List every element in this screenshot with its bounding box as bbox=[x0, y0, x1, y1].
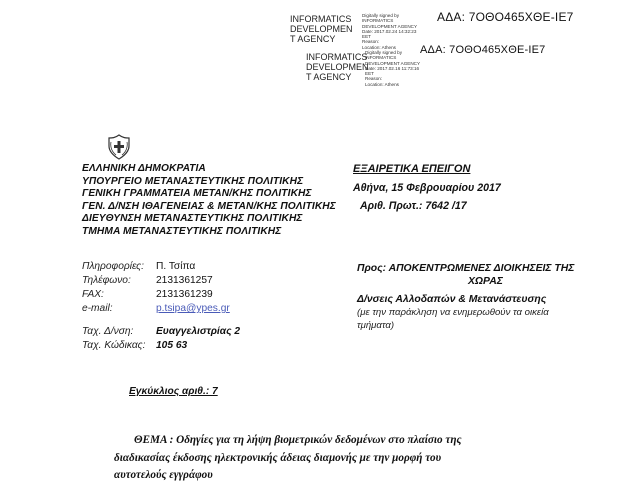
protocol-number: Αριθ. Πρωτ.: 7642 /17 bbox=[360, 200, 467, 212]
contact-value: 2131361239 bbox=[156, 289, 213, 300]
header-line: ΔΙΕΥΘΥΝΣΗ ΜΕΤΑΝΑΣΤΕΥΤΙΚΗΣ ΠΟΛΙΤΙΚΗΣ bbox=[82, 213, 303, 225]
signature-2-meta-line: Digitally signed by bbox=[365, 50, 403, 55]
signature-2-meta-line: Date: 2017.02.16 11:73:16 bbox=[365, 65, 420, 71]
header-line: ΕΛΛΗΝΙΚΗ ΔΗΜΟΚΡΑΤΙΑ bbox=[82, 163, 206, 174]
subject-line: διαδικασίας έκδοσης ηλεκτρονικής άδειας διαμονής με την μορφή του bbox=[114, 451, 442, 464]
signature-1-meta-line: Location: Athens bbox=[362, 44, 396, 50]
contact-label: Πληροφορίες: bbox=[82, 261, 144, 272]
signature-1-meta-line: Digitally signed by bbox=[362, 13, 400, 18]
urgency-label: ΕΞΑΙΡΕΤΙΚΑ ΕΠΕΙΓΟΝ bbox=[353, 163, 471, 175]
address-value: Ευαγγελιστρίας 2 bbox=[156, 326, 240, 337]
signature-2-org-line: DEVELOPMEN bbox=[306, 62, 369, 72]
subject-paragraph bbox=[114, 432, 462, 485]
signature-2-org-line: T AGENCY bbox=[306, 72, 352, 82]
recipient-department: Δ/νσεις Αλλοδαπών & Μετανάστευσης bbox=[357, 294, 547, 305]
header-line: ΤΜΗΜΑ ΜΕΤΑΝΑΣΤΕΥΤΙΚΗΣ ΠΟΛΙΤΙΚΗΣ bbox=[82, 225, 282, 237]
signature-1-org-line: DEVELOPMEN bbox=[290, 24, 353, 34]
address-value: 105 63 bbox=[156, 340, 188, 351]
signature-1-meta-line: DEVELOPMENT AGENCY bbox=[362, 23, 418, 29]
contact-label: FAX: bbox=[82, 289, 104, 300]
header-line: ΥΠΟΥΡΓΕΙΟ ΜΕΤΑΝΑΣΤΕΥΤΙΚΗΣ ΠΟΛΙΤΙΚΗΣ bbox=[82, 175, 304, 187]
signature-1-org-line: INFORMATICS bbox=[290, 14, 352, 24]
issuing-authority-header bbox=[82, 163, 336, 239]
ada-code-1: ΑΔΑ: 7ΟΘΟ465ΧΘΕ-ΙΕ7 bbox=[437, 10, 574, 24]
signature-1-org-line: T AGENCY bbox=[290, 34, 336, 44]
greek-coat-of-arms-icon bbox=[106, 134, 132, 160]
contact-value: 2131361257 bbox=[156, 275, 213, 286]
recipient-note-line: (με την παράκληση να ενημερωθούν τα οικεία bbox=[357, 307, 549, 318]
signature-1-meta-line: Reason: bbox=[362, 39, 380, 45]
signature-2-org-line: INFORMATICS bbox=[306, 52, 368, 62]
recipient-note-line: τμήματα) bbox=[357, 320, 395, 331]
header-line: ΓΕΝ. Δ/ΝΣΗ ΙΘΑΓΕΝΕΙΑΣ & ΜΕΤΑΝ/ΚΗΣ ΠΟΛΙΤΙΚΗΣ bbox=[82, 200, 336, 212]
recipient-line: Προς: ΑΠΟΚΕΝΤΡΩΜΕΝΕΣ ΔΙΟΙΚΗΣΕΙΣ ΤΗΣ bbox=[357, 263, 575, 274]
signature-2-meta-line: Location: Athens bbox=[365, 81, 399, 87]
document-date: Αθήνα, 15 Φεβρουαρίου 2017 bbox=[353, 182, 501, 194]
ada-code-2: ΑΔΑ: 7ΟΘΟ465ΧΘΕ-ΙΕ7 bbox=[420, 44, 546, 56]
recipient-note bbox=[357, 306, 549, 332]
address-label: Ταχ. Κώδικας: bbox=[82, 340, 146, 351]
subject-line: ΘΕΜΑ : Οδηγίες για τη λήψη βιομετρικών δεδομένων στο πλαίσιο της bbox=[134, 434, 462, 446]
signature-2-meta-line: Reason: bbox=[365, 76, 383, 82]
subject-line: αυτοτελούς εγγράφου bbox=[114, 469, 213, 481]
circular-number: Εγκύκλιος αριθ.: 7 bbox=[129, 386, 218, 397]
email-link[interactable]: p.tsipa@ypes.gr bbox=[156, 303, 230, 314]
signature-1-meta-line: Date: 2017.02.24 14:32:23 bbox=[362, 28, 417, 34]
header-line: ΓΕΝΙΚΗ ΓΡΑΜΜΑΤΕΙΑ ΜΕΤΑΝ/ΚΗΣ ΠΟΛΙΤΙΚΗΣ bbox=[82, 188, 312, 200]
contact-label: Τηλέφωνο: bbox=[82, 275, 131, 286]
signature-1-meta-line: EET bbox=[362, 34, 371, 40]
contact-value: Π. Τσίπα bbox=[156, 261, 196, 272]
signature-2-meta-line: EET bbox=[365, 71, 374, 77]
contact-label: e-mail: bbox=[82, 303, 113, 314]
recipient-line: ΧΩΡΑΣ bbox=[468, 276, 503, 287]
signature-1-org bbox=[290, 14, 362, 44]
signature-2-meta-line: INFORMATICS bbox=[365, 55, 397, 61]
signature-2-meta-line: DEVELOPMENT AGENCY bbox=[365, 60, 421, 66]
signature-1-meta-line: INFORMATICS bbox=[362, 18, 394, 24]
address-label: Ταχ. Δ/νση: bbox=[82, 326, 134, 337]
